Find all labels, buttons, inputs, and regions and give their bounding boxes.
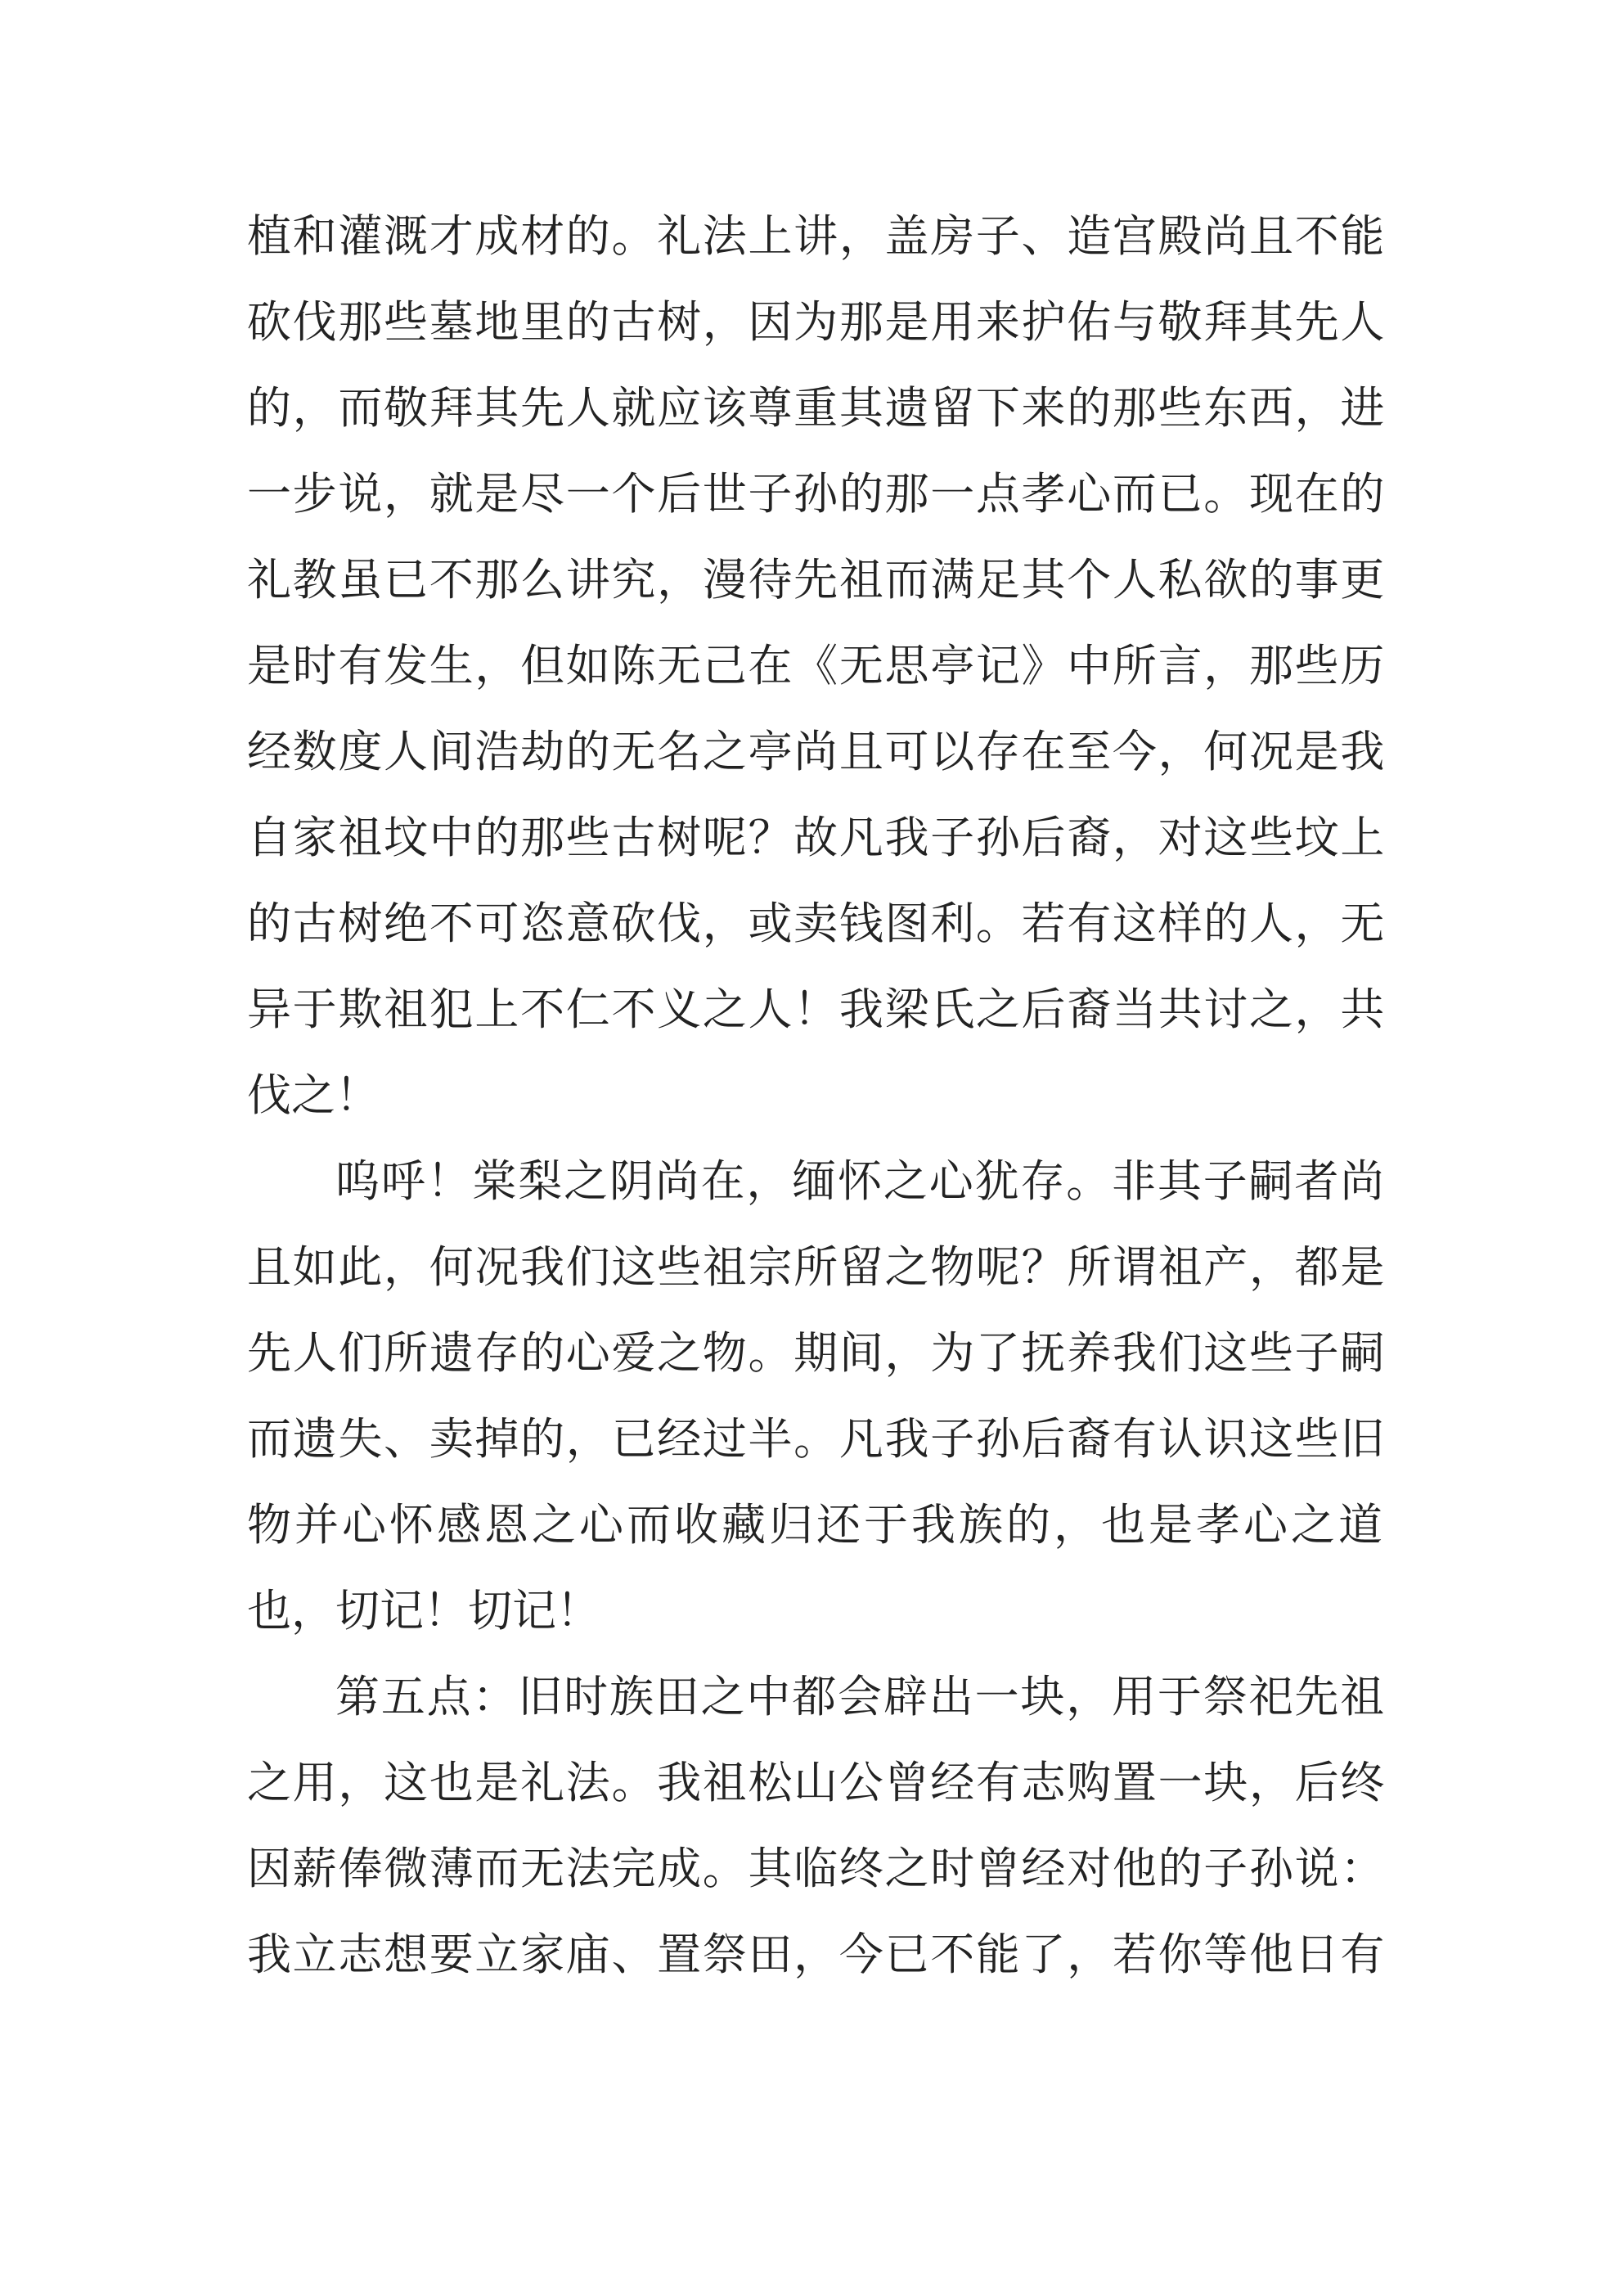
text-line: 砍伐那些墓地里的古树，因为那是用来护佑与敬拜其先人	[247, 296, 1386, 348]
text-line: 的，而敬拜其先人就应该尊重其遗留下来的那些东西，进	[247, 382, 1386, 434]
text-line: 植和灌溉才成材的。礼法上讲，盖房子、造宫殿尚且不能	[247, 210, 1386, 262]
text-line: 且如此，何况我们这些祖宗所留之物呢？所谓祖产，都是	[247, 1241, 1386, 1293]
paragraph-2	[247, 1138, 1386, 1654]
text-line: 因薪俸微薄而无法完成。其临终之时曾经对他的子孙说：	[247, 1843, 1386, 1894]
text-line: 自家祖坟中的那些古树呢？故凡我子孙后裔，对这些坟上	[247, 812, 1386, 863]
text-line: 的古树绝不可恣意砍伐，或卖钱图利。若有这样的人，无	[247, 898, 1386, 949]
text-line: 异于欺祖犯上不仁不义之人！我梁氏之后裔当共讨之，共	[247, 984, 1386, 1035]
text-line: 之用，这也是礼法。我祖松山公曾经有志购置一块，后终	[247, 1757, 1386, 1808]
text-line: 呜呼！棠梨之阴尚在，缅怀之心犹存。非其子嗣者尚	[335, 1155, 1386, 1207]
text-line: 而遗失、卖掉的，已经过半。凡我子孙后裔有认识这些旧	[247, 1413, 1386, 1465]
text-line: 我立志想要立家庙、置祭田，今已不能了，若你等他日有	[247, 1929, 1386, 1980]
text-line: 也，切记！切记！	[247, 1585, 600, 1636]
text-line: 是时有发生，但如陈无己在《无思亭记》中所言，那些历	[247, 640, 1386, 691]
text-line: 经数度人间浩劫的无名之亭尚且可以存在至今，何况是我	[247, 726, 1386, 777]
text-line: 第五点：旧时族田之中都会辟出一块，用于祭祀先祖	[335, 1671, 1386, 1722]
text-line: 先人们所遗存的心爱之物。期间，为了抚养我们这些子嗣	[247, 1327, 1386, 1379]
text-line: 物并心怀感恩之心而收藏归还于我族的，也是孝心之道	[247, 1499, 1386, 1551]
document-body	[247, 193, 1386, 1997]
text-line: 一步说，就是尽一个后世子孙的那一点孝心而已。现在的	[247, 468, 1386, 520]
paragraph-1	[247, 193, 1386, 1138]
text-line: 礼教虽已不那么讲究，漫待先祖而满足其个人私欲的事更	[247, 554, 1386, 606]
paragraph-3	[247, 1654, 1386, 1997]
text-line: 伐之！	[247, 1069, 380, 1121]
